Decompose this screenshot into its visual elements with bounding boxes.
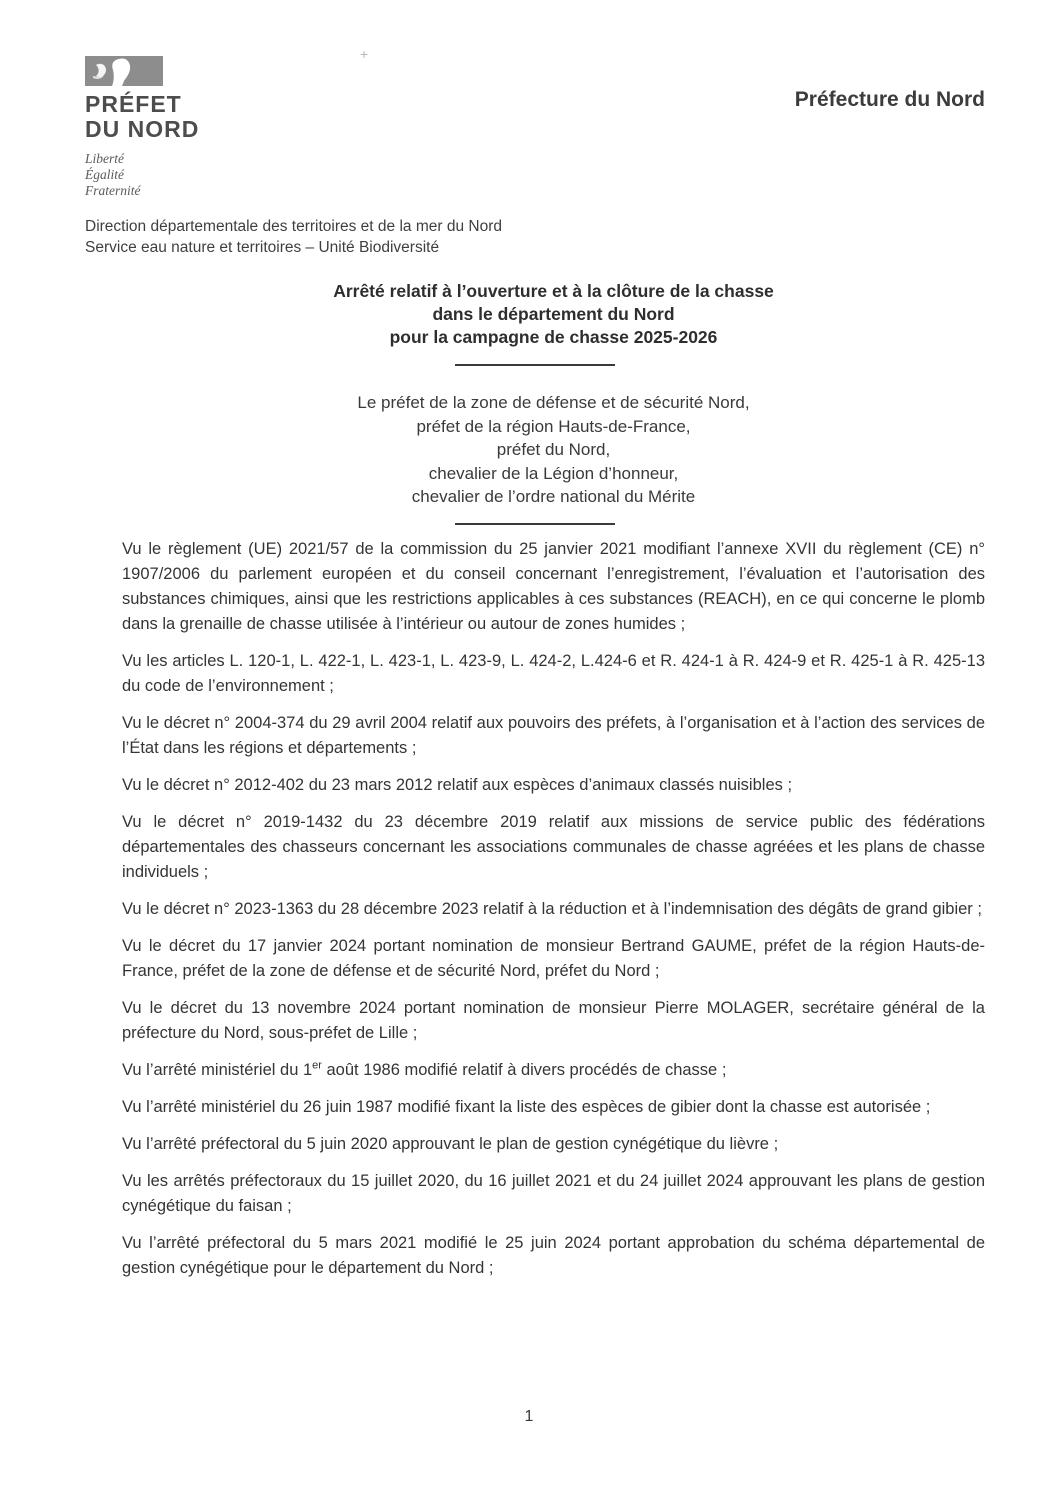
ordinal-superscript: er [312, 1059, 322, 1072]
horizontal-rule-bottom [455, 523, 615, 525]
government-identity-block [85, 56, 199, 199]
prefet-wordmark [85, 92, 199, 142]
preamble-line2: préfet de la région Hauts-de-France, [416, 416, 691, 436]
page-number: 1 [524, 1408, 534, 1425]
recital-paragraph: Vu les arrêtés préfectoraux du 15 juillet 2020, du 16 juillet 2021 et du 24 juillet 2024 approuvant les plans de gestion cynégétique du faisan ; [122, 1172, 985, 1215]
recital-text-post: août 1986 modifié relatif à divers procédés de chasse ; [321, 1061, 727, 1079]
recital-paragraph: Vu le décret n° 2023-1363 du 28 décembre 2023 relatif à la réduction et à l’indemnisation des dégâts de grand gibier ; [122, 900, 982, 918]
motto-egalite: Égalité [85, 167, 124, 182]
decree-title-line2: dans le département du Nord [432, 304, 675, 324]
issuing-authority-preamble [122, 391, 985, 509]
recital-paragraph [122, 1058, 985, 1083]
recital-paragraph: Vu l’arrêté ministériel du 26 juin 1987 modifié fixant la liste des espèces de gibier dont la chasse est autorisée ; [122, 1098, 931, 1116]
motto-fraternite: Fraternité [85, 183, 141, 198]
recital-paragraph: Vu l’arrêté préfectoral du 5 juin 2020 approuvant le plan de gestion cynégétique du lièvre ; [122, 1135, 779, 1153]
republic-motto [85, 151, 199, 199]
service-unit-line: Service eau nature et territoires – Unité Biodiversité [85, 239, 440, 256]
service-direction-line: Direction départementale des territoires et de la mer du Nord [85, 218, 502, 235]
recital-text-pre: Vu l’arrêté ministériel du 1 [122, 1061, 313, 1079]
decree-title-line1: Arrêté relatif à l’ouverture et à la clôture de la chasse [333, 281, 774, 301]
recital-paragraph: Vu le décret n° 2012-402 du 23 mars 2012 relatif aux espèces d’animaux classés nuisibles ; [122, 776, 793, 794]
preamble-line4: chevalier de la Légion d’honneur, [428, 463, 679, 483]
preamble-line5: chevalier de l’ordre national du Mérite [411, 487, 696, 506]
recital-paragraph: Vu le règlement (UE) 2021/57 de la commission du 25 janvier 2021 modifiant l’annexe XVII du règlement (CE) n° 1907/2006 du parlement européen et du conseil concernant l’enregistrement, l’évaluation et l’autorisation des substances chimiques, ainsi que les restrictions applicables à ces substances (REACH), en ce qui concerne le plomb dans la grenaille de chasse utilisée à l’intérieur ou autour de zones humides ; [122, 540, 985, 633]
recital-paragraph: Vu le décret n° 2004-374 du 29 avril 2004 relatif aux pouvoirs des préfets, à l’organisation et à l’action des services de l’État dans les régions et départements ; [122, 714, 985, 757]
preamble-line3: préfet du Nord, [496, 440, 611, 459]
recital-paragraph: Vu le décret du 17 janvier 2024 portant nomination de monsieur Bertrand GAUME, préfet de la région Hauts-de-France, préfet de la zone de défense et de sécurité Nord, préfet du Nord ; [122, 937, 985, 980]
marianne-flag-logo-icon [85, 56, 163, 86]
preamble-line1: Le préfet de la zone de défense et de sécurité Nord, [357, 393, 750, 412]
recital-paragraph: Vu le décret n° 2019-1432 du 23 décembre 2019 relatif aux missions de service public des fédérations départementales des chasseurs concernant les associations communales de chasse agréées et les plans de chasse individuels ; [122, 813, 985, 881]
recitals-body [122, 537, 985, 1293]
recital-paragraph: Vu l’arrêté préfectoral du 5 mars 2021 modifié le 25 juin 2024 portant approbation du schéma départemental de gestion cynégétique pour le département du Nord ; [122, 1234, 985, 1277]
recital-paragraph: Vu les articles L. 120-1, L. 422-1, L. 423-1, L. 423-9, L. 424-2, L.424-6 et R. 424-1 à R. 424-9 et R. 425-1 à R. 425-13 du code de l’environnement ; [122, 652, 985, 695]
recital-paragraph: Vu le décret du 13 novembre 2024 portant nomination de monsieur Pierre MOLAGER, secrétaire général de la préfecture du Nord, sous-préfet de Lille ; [122, 999, 985, 1042]
decree-title [122, 280, 985, 349]
prefet-wordmark-line2: DU NORD [85, 116, 200, 142]
issuing-service-block [85, 216, 502, 258]
decree-title-line3: pour la campagne de chasse 2025-2026 [389, 327, 718, 347]
horizontal-rule-top [455, 364, 615, 366]
prefecture-header: Préfecture du Nord [794, 88, 985, 111]
motto-liberte: Liberté [85, 151, 124, 166]
scan-artifact-plus: + [360, 46, 369, 62]
prefet-wordmark-line1: PRÉFET [85, 91, 182, 117]
